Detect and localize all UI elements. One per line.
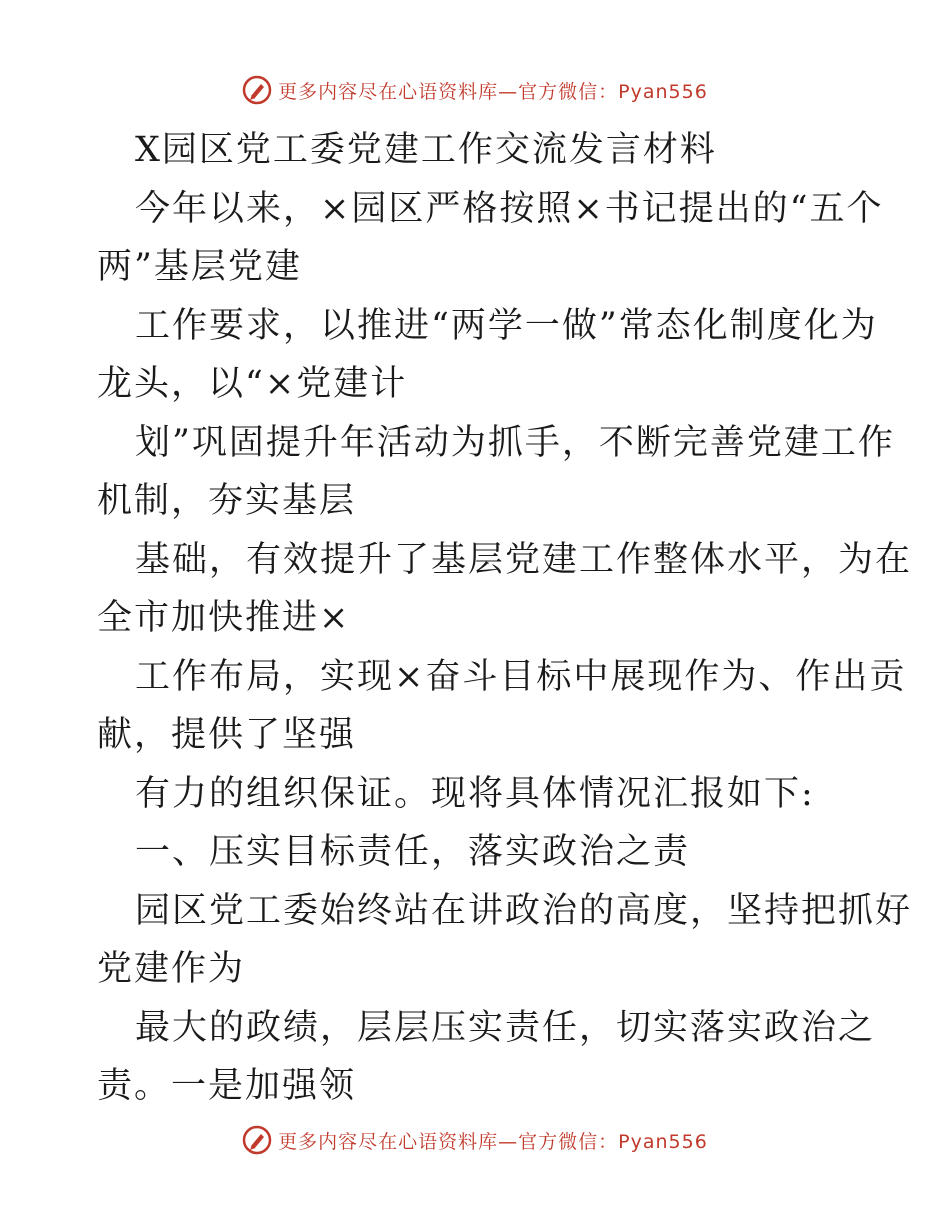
text-line: 党建作为 <box>97 949 246 989</box>
header-watermark-banner <box>0 70 950 110</box>
text-line: 全市加快推进× <box>97 598 351 638</box>
text-line: 两”基层党建 <box>97 247 302 287</box>
footer-watermark-banner <box>0 1120 950 1160</box>
watermark-text: 更多内容尽在心语资料库—官方微信：Pyan556 <box>278 80 708 103</box>
document-body <box>97 121 913 1116</box>
text-line: 工作要求，以推进“两学一做”常态化制度化为 <box>135 305 878 346</box>
text-line: 园区党工委始终站在讲政治的高度，坚持把抓好 <box>135 890 913 931</box>
text-line: 今年以来，×园区严格按照×书记提出的“五个 <box>135 188 884 229</box>
text-line: 责。一是加强领 <box>97 1066 357 1106</box>
text-line: 工作布局，实现×奋斗目标中展现作为、作出贡 <box>135 656 907 697</box>
pen-logo-icon <box>242 1125 272 1155</box>
text-line: 献，提供了坚强 <box>97 715 357 755</box>
text-line: 龙头，以“×党建计 <box>97 364 408 404</box>
text-line: 最大的政绩，层层压实责任，切实落实政治之 <box>135 1007 876 1048</box>
section-heading: 一、压实目标责任，落实政治之责 <box>135 832 691 872</box>
document-title: X园区党工委党建工作交流发言材料 <box>135 130 717 170</box>
watermark-text: 更多内容尽在心语资料库—官方微信：Pyan556 <box>278 1130 708 1153</box>
text-line: 划”巩固提升年活动为抓手，不断完善党建工作 <box>135 422 895 463</box>
pen-logo-icon <box>242 75 272 105</box>
text-line: 机制，夯实基层 <box>97 481 357 521</box>
text-line: 基础，有效提升了基层党建工作整体水平，为在 <box>135 539 913 580</box>
text-line: 有力的组织保证。现将具体情况汇报如下: <box>135 773 815 814</box>
